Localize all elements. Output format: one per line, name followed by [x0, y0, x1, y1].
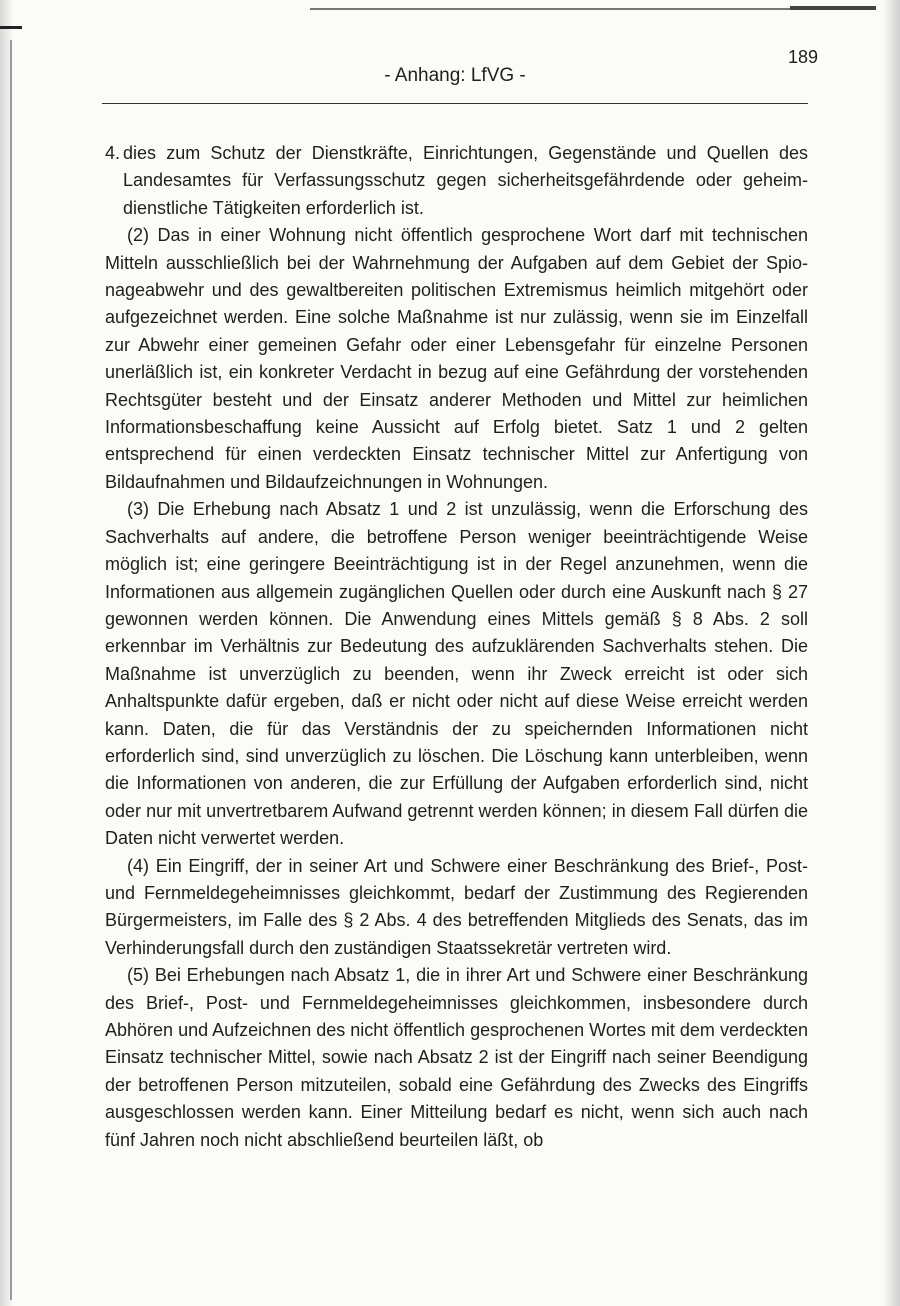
paragraph-5: (5) Bei Erhebungen nach Absatz 1, die in ihrer Art und Schwere einer Beschränkung des Brief-, Post- und Fernmeldegeheimnisses gleichkommen, insbesondere durch Abhören und Aufzeichnen des nicht öffentlich gesprochenen Wortes mit dem verdeckten Einsatz technischer Mittel, sowie nach Absatz 2 ist der Eingriff nach seiner Beendigung der betroffenen Person mitzuteilen, sobald eine Gefährdung des Zwecks des Eingriffs ausgeschlossen werden kann. Einer Mitteilung bedarf es nicht, wenn sich auch nach fünf Jahren noch nicht abschließend beurteilen läßt, ob: [105, 965, 808, 1150]
paragraph-4: (4) Ein Eingriff, der in seiner Art und Schwere einer Beschränkung des Brief-, Post- und Fernmeldegeheimnisses gleichkommt, bedarf der Zustimmung des Regierenden Bürgermeisters, im Falle des § 2 Abs. 4 des betreffenden Mitglieds des Senats, das im Verhinderungsfall durch den zuständigen Staatssekretär vertreten wird.: [105, 855, 808, 958]
corner-mark: [0, 26, 22, 29]
scan-top-rule: [310, 8, 870, 10]
list-item-4: [105, 140, 808, 222]
binding-shadow: [10, 40, 12, 1300]
body-text: [105, 140, 808, 1154]
list-item-text: dies zum Schutz der Dienstkräfte, Einrichtungen, Gegenstände und Quellen des Landesamtes für Verfassungsschutz gegen sicherheitsgefährdende oder geheimdienstliche Tätigkeiten erforderlich ist.: [123, 143, 808, 218]
header-rule: [102, 103, 808, 104]
scan-top-rule-dark: [790, 6, 876, 10]
page-number: 189: [787, 47, 818, 67]
paragraph-3: (3) Die Erhebung nach Absatz 1 und 2 ist unzulässig, wenn die Erforschung des Sachverhalts auf andere, die betroffene Person weniger beeinträchtigende Weise möglich ist; eine geringere Beeinträchtigung ist in der Regel anzunehmen, wenn die Informationen aus allgemein zugänglichen Quellen oder durch eine Auskunft nach § 27 gewonnen werden können. Die Anwendung eines Mittels gemäß § 8 Abs. 2 soll erkennbar im Verhältnis zur Bedeutung des aufzuklärenden Sachverhalts stehen. Die Maßnahme ist unverzüglich zu beenden, wenn ihr Zweck erreicht ist oder sich Anhaltspunkte dafür ergeben, daß er nicht oder nicht auf diese Weise erreicht werden kann. Daten, die für das Verständnis der zu speichernden Informationen nicht erforderlich sind, sind unverzüglich zu löschen. Die Löschung kann unterbleiben, wenn die Informationen von anderen, die zur Erfüllung der Aufgaben erforderlich sind, nicht oder nur mit unvertretbarem Aufwand getrennt werden können; in diesem Fall dürfen die Daten nicht verwertet werden.: [105, 499, 808, 849]
paragraph-2: (2) Das in einer Wohnung nicht öffentlich gesprochene Wort darf mit technischen Mitteln ausschließlich bei der Wahrnehmung der Aufgaben auf dem Gebiet der Spionageabwehr und des gewaltbereiten politischen Extremismus heimlich mitgehört oder aufgezeichnet werden. Eine solche Maßnahme ist nur zulässig, wenn sie im Einzelfall zur Abwehr einer gemeinen Gefahr oder einer Lebensgefahr für einzelne Personen unerläßlich ist, ein konkreter Verdacht in bezug auf eine Gefährdung der vorstehenden Rechtsgüter besteht und der Einsatz anderer Methoden und Mittel zur heimlichen Informationsbeschaffung keine Aussicht auf Erfolg bietet. Satz 1 und 2 gelten entsprechend für einen verdeckten Einsatz technischer Mittel zur Anfertigung von Bildaufnahmen und Bildaufzeichnungen in Wohnungen.: [105, 225, 808, 492]
running-head: - Anhang: LfVG -: [384, 65, 526, 86]
scan-right-edge: [884, 0, 900, 1306]
list-item-number: 4.: [105, 143, 121, 163]
